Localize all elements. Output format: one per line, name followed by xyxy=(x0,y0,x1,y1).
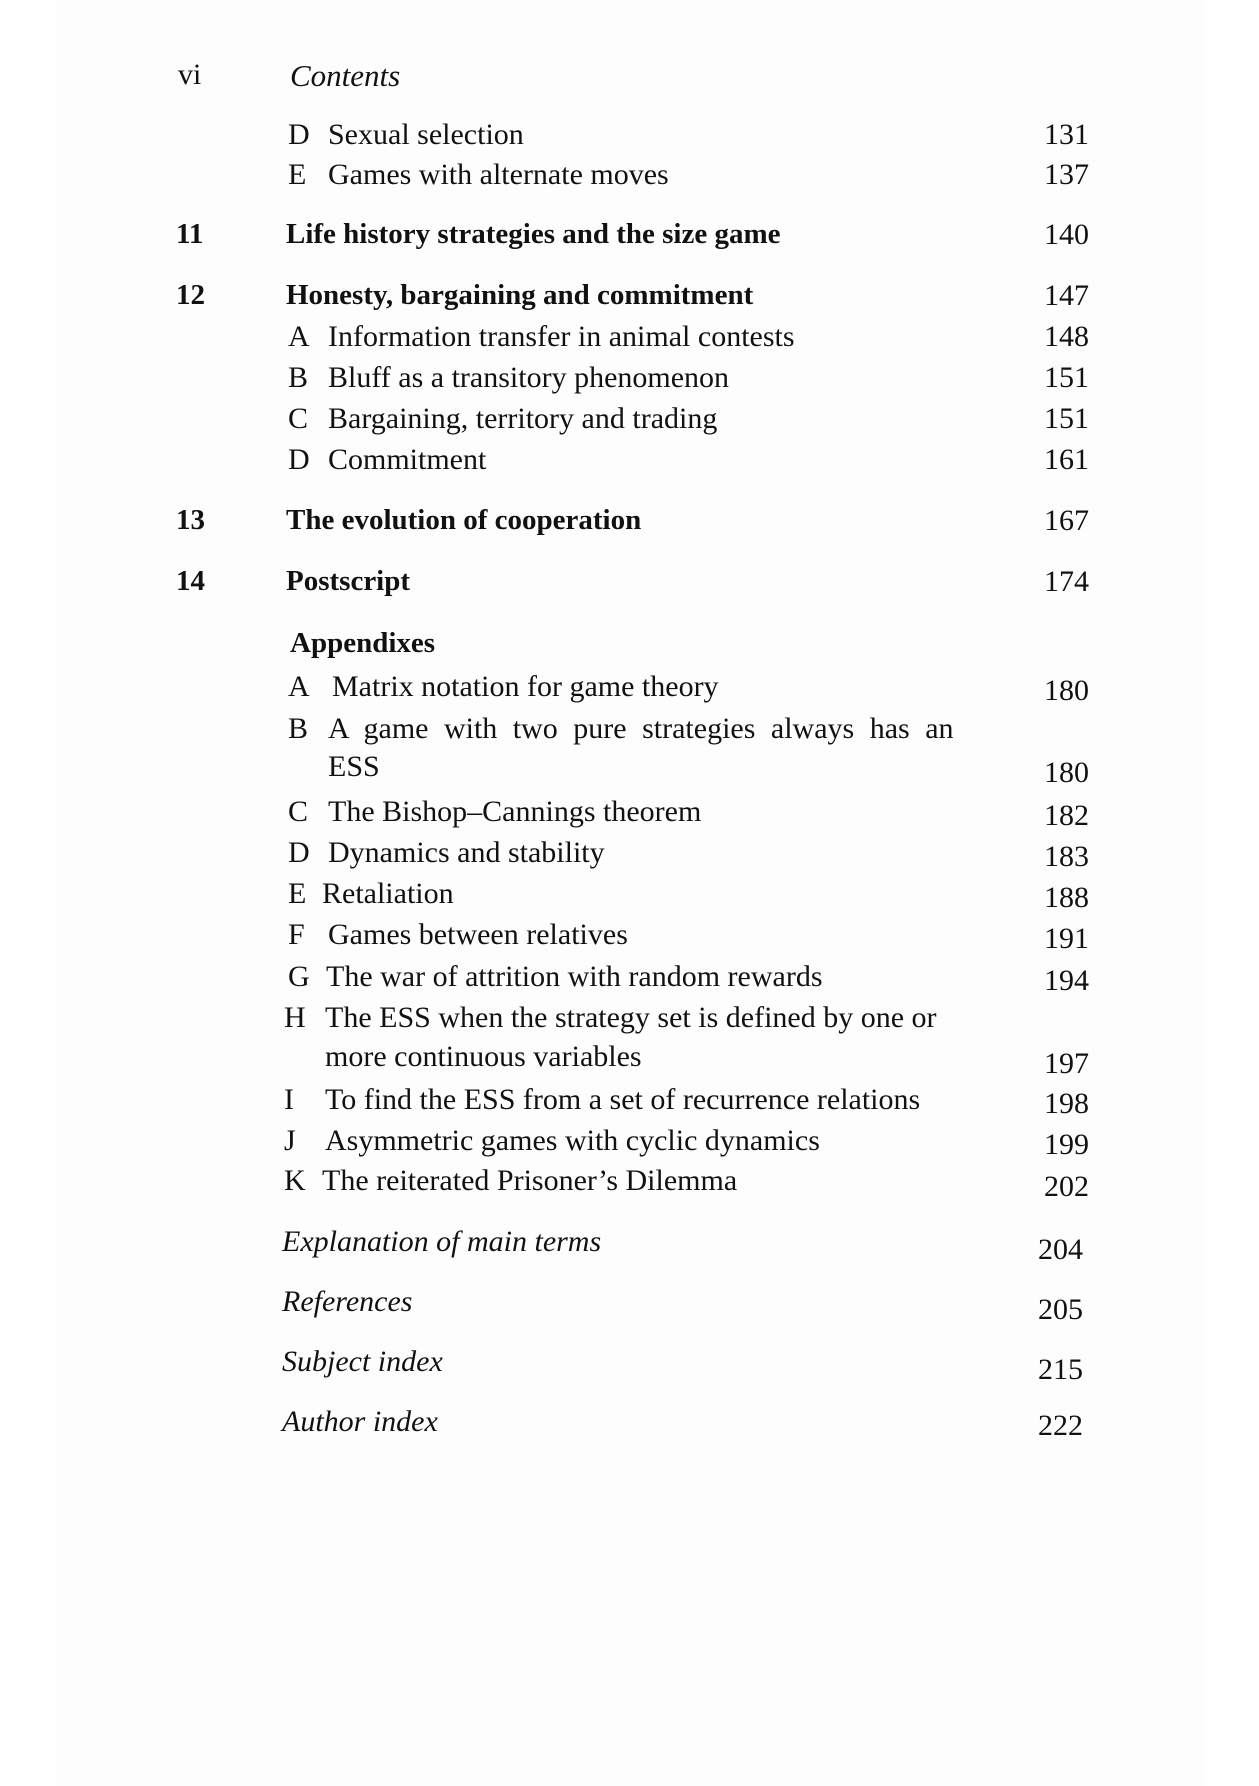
toc-entry xyxy=(0,443,1259,483)
entry-page: 161 xyxy=(1044,443,1089,476)
entry-title: Matrix notation for game theory xyxy=(332,670,719,703)
toc-entry xyxy=(0,877,1259,917)
entry-page: 183 xyxy=(1044,840,1089,873)
toc-entry xyxy=(0,960,1259,1000)
backmatter-title: Explanation of main terms xyxy=(282,1225,602,1258)
entry-title: The reiterated Prisoner’s Dilemma xyxy=(322,1164,738,1197)
entry-letter: H xyxy=(284,1001,306,1034)
entry-letter: E xyxy=(288,158,307,191)
chapter-number: 11 xyxy=(176,218,204,250)
entry-title: Information transfer in animal contests xyxy=(328,320,795,353)
toc-entry xyxy=(0,712,1259,792)
entry-letter: A xyxy=(288,320,310,353)
toc-backmatter xyxy=(0,1285,1259,1325)
entry-letter: C xyxy=(288,795,309,828)
entry-page: 191 xyxy=(1044,922,1089,955)
backmatter-title: Subject index xyxy=(282,1345,443,1378)
toc-entry xyxy=(0,918,1259,958)
entry-title: The Bishop–Cannings theorem xyxy=(328,795,702,828)
entry-letter: C xyxy=(288,402,309,435)
entry-title: A game with two pure strategies always has an xyxy=(328,712,954,745)
appendixes-heading-row xyxy=(0,627,1259,667)
toc-entry xyxy=(0,1001,1259,1081)
entry-title: Games with alternate moves xyxy=(328,158,669,191)
entry-page: 131 xyxy=(1044,118,1089,151)
entry-page: 188 xyxy=(1044,881,1089,914)
toc-entry xyxy=(0,361,1259,401)
entry-letter: A xyxy=(288,670,310,703)
entry-title: Games between relatives xyxy=(328,918,628,951)
toc-entry xyxy=(0,158,1259,198)
toc-entry xyxy=(0,836,1259,876)
chapter-page: 174 xyxy=(1044,565,1089,598)
entry-page: 151 xyxy=(1044,402,1089,435)
toc-entry xyxy=(0,795,1259,835)
entry-page: 199 xyxy=(1044,1128,1089,1161)
entry-letter: G xyxy=(288,960,310,993)
entry-title: Dynamics and stability xyxy=(328,836,605,869)
page-folio: vi xyxy=(178,58,202,91)
entry-letter: I xyxy=(284,1083,294,1116)
chapter-title: Life history strategies and the size game xyxy=(286,218,781,250)
entry-page: 194 xyxy=(1044,964,1089,997)
toc-chapter xyxy=(0,504,1259,544)
entry-letter: D xyxy=(288,443,310,476)
entry-letter: J xyxy=(284,1124,296,1157)
entry-letter: E xyxy=(288,877,307,910)
entry-page: 180 xyxy=(1044,674,1089,707)
toc-entry xyxy=(0,320,1259,360)
toc-chapter xyxy=(0,565,1259,605)
entry-letter: D xyxy=(288,118,310,151)
entry-page: 137 xyxy=(1044,158,1089,191)
entry-letter: B xyxy=(288,361,309,394)
toc-entry xyxy=(0,1083,1259,1123)
toc-chapter xyxy=(0,218,1259,258)
toc-backmatter xyxy=(0,1405,1259,1445)
chapter-number: 13 xyxy=(176,504,205,536)
toc-entry xyxy=(0,1124,1259,1164)
chapter-title: Honesty, bargaining and commitment xyxy=(286,279,754,311)
toc-entry xyxy=(0,402,1259,442)
toc-backmatter xyxy=(0,1345,1259,1385)
entry-page: 198 xyxy=(1044,1087,1089,1120)
toc-backmatter xyxy=(0,1225,1259,1265)
running-head: Contents xyxy=(290,58,401,93)
entry-page: 148 xyxy=(1044,320,1089,353)
backmatter-title: References xyxy=(282,1285,413,1318)
backmatter-page: 205 xyxy=(1038,1293,1083,1326)
entry-title-continued: more continuous variables xyxy=(325,1040,642,1073)
entry-letter: B xyxy=(288,712,309,745)
entry-title-continued: ESS xyxy=(328,750,380,783)
entry-page: 202 xyxy=(1044,1170,1089,1203)
chapter-page: 167 xyxy=(1044,504,1089,537)
entry-page: 197 xyxy=(1044,1047,1089,1080)
entry-title: Bargaining, territory and trading xyxy=(328,402,718,435)
entry-title: Sexual selection xyxy=(328,118,524,151)
chapter-title: Postscript xyxy=(286,565,411,597)
entry-title: The war of attrition with random rewards xyxy=(326,960,823,993)
entry-title: Bluff as a transitory phenomenon xyxy=(328,361,730,394)
chapter-number: 14 xyxy=(176,565,205,597)
entry-page: 180 xyxy=(1044,756,1089,789)
toc-entry xyxy=(0,1164,1259,1204)
backmatter-page: 204 xyxy=(1038,1233,1083,1266)
backmatter-page: 215 xyxy=(1038,1353,1083,1386)
entry-title: To find the ESS from a set of recurrence relations xyxy=(325,1083,921,1116)
chapter-page: 140 xyxy=(1044,218,1089,251)
chapter-number: 12 xyxy=(176,279,205,311)
appendixes-heading: Appendixes xyxy=(290,627,436,659)
entry-letter: F xyxy=(288,918,305,951)
chapter-title: The evolution of cooperation xyxy=(286,504,642,536)
backmatter-page: 222 xyxy=(1038,1409,1083,1442)
entry-letter: D xyxy=(288,836,310,869)
chapter-page: 147 xyxy=(1044,279,1089,312)
entry-letter: K xyxy=(284,1164,306,1197)
entry-title: Asymmetric games with cyclic dynamics xyxy=(325,1124,820,1157)
entry-title: The ESS when the strategy set is defined by one or xyxy=(325,1001,937,1034)
entry-title: Retaliation xyxy=(322,877,454,910)
toc-entry xyxy=(0,118,1259,158)
entry-page: 182 xyxy=(1044,799,1089,832)
entry-page: 151 xyxy=(1044,361,1089,394)
toc-chapter xyxy=(0,279,1259,319)
entry-title: Commitment xyxy=(328,443,487,476)
toc-entry xyxy=(0,670,1259,710)
backmatter-title: Author index xyxy=(282,1405,438,1438)
